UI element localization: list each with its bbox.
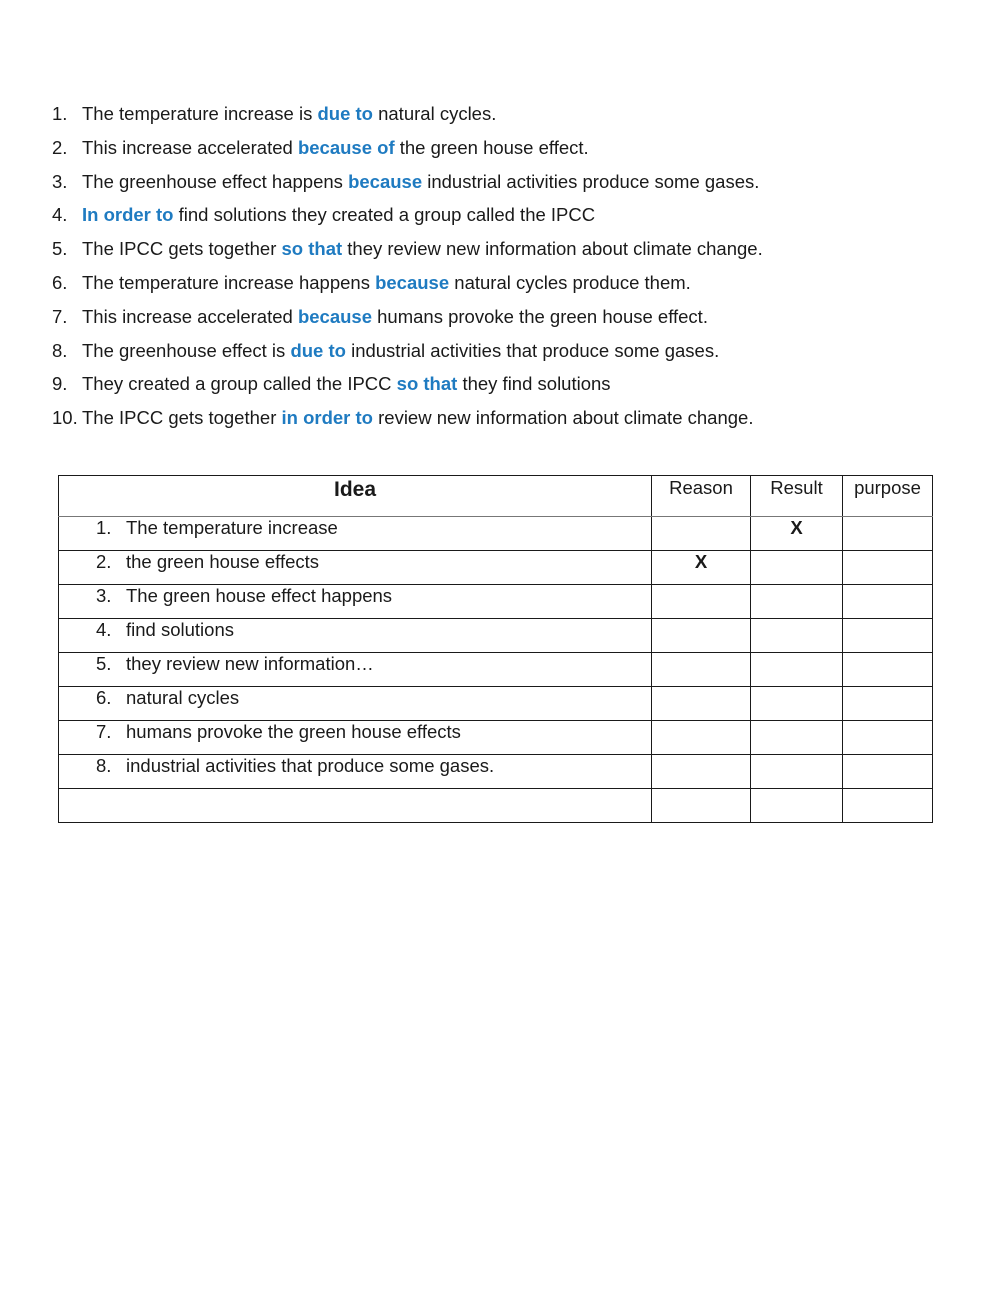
- sentence-keyword: so that: [281, 238, 343, 260]
- purpose-cell[interactable]: [843, 619, 933, 653]
- sentence-number: 7.: [52, 305, 68, 327]
- sentence-number: 4.: [52, 204, 68, 226]
- idea-number: 2.: [96, 551, 112, 572]
- sentence-text-after: they find solutions: [457, 373, 611, 395]
- sentence-keyword: because: [348, 170, 423, 192]
- table-row: [59, 721, 933, 755]
- idea-cell: [59, 755, 652, 789]
- result-cell[interactable]: [751, 755, 843, 789]
- sentence-text-before: The temperature increase is: [82, 103, 318, 124]
- idea-number: 5.: [96, 653, 112, 674]
- sentence-number: 3.: [52, 170, 68, 192]
- result-cell[interactable]: [751, 551, 843, 585]
- purpose-cell[interactable]: [843, 721, 933, 755]
- sentence-keyword: so that: [396, 373, 458, 395]
- purpose-cell[interactable]: [843, 585, 933, 619]
- idea-cell: [59, 585, 652, 619]
- table-row: [59, 585, 933, 619]
- sentence-text-after: humans provoke the green house effect.: [372, 305, 708, 327]
- idea-number: 3.: [96, 585, 112, 606]
- reason-cell[interactable]: [652, 687, 751, 721]
- sentence-item: [52, 102, 763, 136]
- sentence-number: 6.: [52, 271, 68, 293]
- idea-text: the green house effects: [126, 551, 320, 572]
- reason-cell[interactable]: [652, 755, 751, 789]
- reason-cell[interactable]: [652, 789, 751, 823]
- sentence-item: [52, 237, 763, 271]
- sentence-item: [52, 372, 763, 406]
- sentence-number: 10.: [52, 407, 78, 429]
- reason-cell[interactable]: [652, 619, 751, 653]
- sentence-item: [52, 271, 763, 305]
- sentence-keyword: in order to: [281, 407, 373, 429]
- idea-classification-table: [58, 475, 933, 823]
- sentence-text-before: They created a group called the IPCC: [82, 373, 397, 395]
- sentence-item: [52, 136, 763, 170]
- idea-text: they review new information…: [126, 653, 374, 674]
- table-row-empty: [59, 789, 933, 823]
- sentence-keyword: because of: [297, 136, 395, 158]
- sentence-list: [52, 102, 763, 440]
- header-purpose: purpose: [843, 476, 933, 517]
- sentence-keyword: because: [375, 271, 450, 293]
- sentence-text-after: natural cycles produce them.: [449, 271, 691, 293]
- reason-cell[interactable]: [652, 585, 751, 619]
- purpose-cell[interactable]: [843, 653, 933, 687]
- sentence-text-before: The temperature increase happens: [82, 271, 376, 293]
- table-row: [59, 517, 933, 551]
- idea-number: 6.: [96, 687, 112, 708]
- idea-text: The green house effect happens: [126, 585, 393, 606]
- reason-cell[interactable]: [652, 721, 751, 755]
- sentence-number: 8.: [52, 339, 68, 361]
- sentence-text-after: natural cycles.: [372, 103, 497, 124]
- sentence-text-after: industrial activities produce some gases.: [422, 170, 760, 192]
- sentence-item: [52, 170, 763, 204]
- sentence-text-after: industrial activities that produce some gases.: [345, 339, 720, 361]
- idea-number: 7.: [96, 721, 112, 742]
- sentence-text-before: The greenhouse effect happens: [82, 170, 349, 192]
- idea-text: find solutions: [126, 619, 234, 640]
- idea-text: humans provoke the green house effects: [126, 721, 461, 742]
- table-header-row: [59, 476, 933, 517]
- idea-text: natural cycles: [126, 687, 240, 708]
- sentence-keyword: because: [297, 305, 372, 327]
- table-row: [59, 653, 933, 687]
- table-row: [59, 755, 933, 789]
- sentence-item: [52, 203, 763, 237]
- purpose-cell[interactable]: [843, 687, 933, 721]
- idea-cell: [59, 721, 652, 755]
- header-idea: Idea: [59, 476, 652, 517]
- sentence-text-before: The greenhouse effect is: [82, 339, 291, 361]
- result-cell[interactable]: [751, 619, 843, 653]
- sentence-text-after: find solutions they created a group called the IPCC: [173, 204, 596, 226]
- sentence-text-before: This increase accelerated: [82, 136, 298, 158]
- sentence-text-after: the green house effect.: [394, 136, 589, 158]
- result-cell[interactable]: X: [751, 517, 843, 551]
- sentence-text-before: The IPCC gets together: [82, 238, 282, 260]
- table-row: [59, 551, 933, 585]
- result-cell[interactable]: [751, 687, 843, 721]
- header-result: Result: [751, 476, 843, 517]
- idea-number: 4.: [96, 619, 112, 640]
- result-cell[interactable]: [751, 585, 843, 619]
- result-cell[interactable]: [751, 653, 843, 687]
- idea-cell: [59, 517, 652, 551]
- purpose-cell[interactable]: [843, 789, 933, 823]
- sentence-keyword: In order to: [82, 204, 174, 226]
- sentence-number: 5.: [52, 238, 68, 260]
- sentence-text-before: The IPCC gets together: [82, 407, 282, 429]
- idea-number: 1.: [96, 517, 112, 538]
- result-cell[interactable]: [751, 721, 843, 755]
- sentence-number: 1.: [52, 103, 68, 124]
- purpose-cell[interactable]: [843, 517, 933, 551]
- reason-cell[interactable]: X: [652, 551, 751, 585]
- idea-number: 8.: [96, 755, 112, 776]
- idea-cell: [59, 789, 652, 823]
- sentence-text-after: review new information about climate change.: [372, 407, 754, 429]
- idea-cell: [59, 551, 652, 585]
- table-row: [59, 619, 933, 653]
- sentence-text-before: This increase accelerated: [82, 305, 298, 327]
- idea-cell: [59, 653, 652, 687]
- purpose-cell[interactable]: [843, 755, 933, 789]
- idea-text: industrial activities that produce some gases.: [126, 755, 495, 776]
- table-row: [59, 687, 933, 721]
- sentence-number: 2.: [52, 136, 68, 158]
- header-reason: Reason: [652, 476, 751, 517]
- sentence-keyword: due to: [317, 103, 373, 124]
- sentence-item: [52, 339, 763, 373]
- sentence-text-after: they review new information about climate change.: [342, 238, 763, 260]
- sentence-number: 9.: [52, 373, 68, 395]
- reason-cell[interactable]: [652, 517, 751, 551]
- idea-text: The temperature increase: [126, 517, 338, 538]
- idea-cell: [59, 619, 652, 653]
- result-cell[interactable]: [751, 789, 843, 823]
- purpose-cell[interactable]: [843, 551, 933, 585]
- reason-cell[interactable]: [652, 653, 751, 687]
- sentence-item: [52, 406, 763, 440]
- idea-cell: [59, 687, 652, 721]
- sentence-item: [52, 305, 763, 339]
- sentence-keyword: due to: [290, 339, 346, 361]
